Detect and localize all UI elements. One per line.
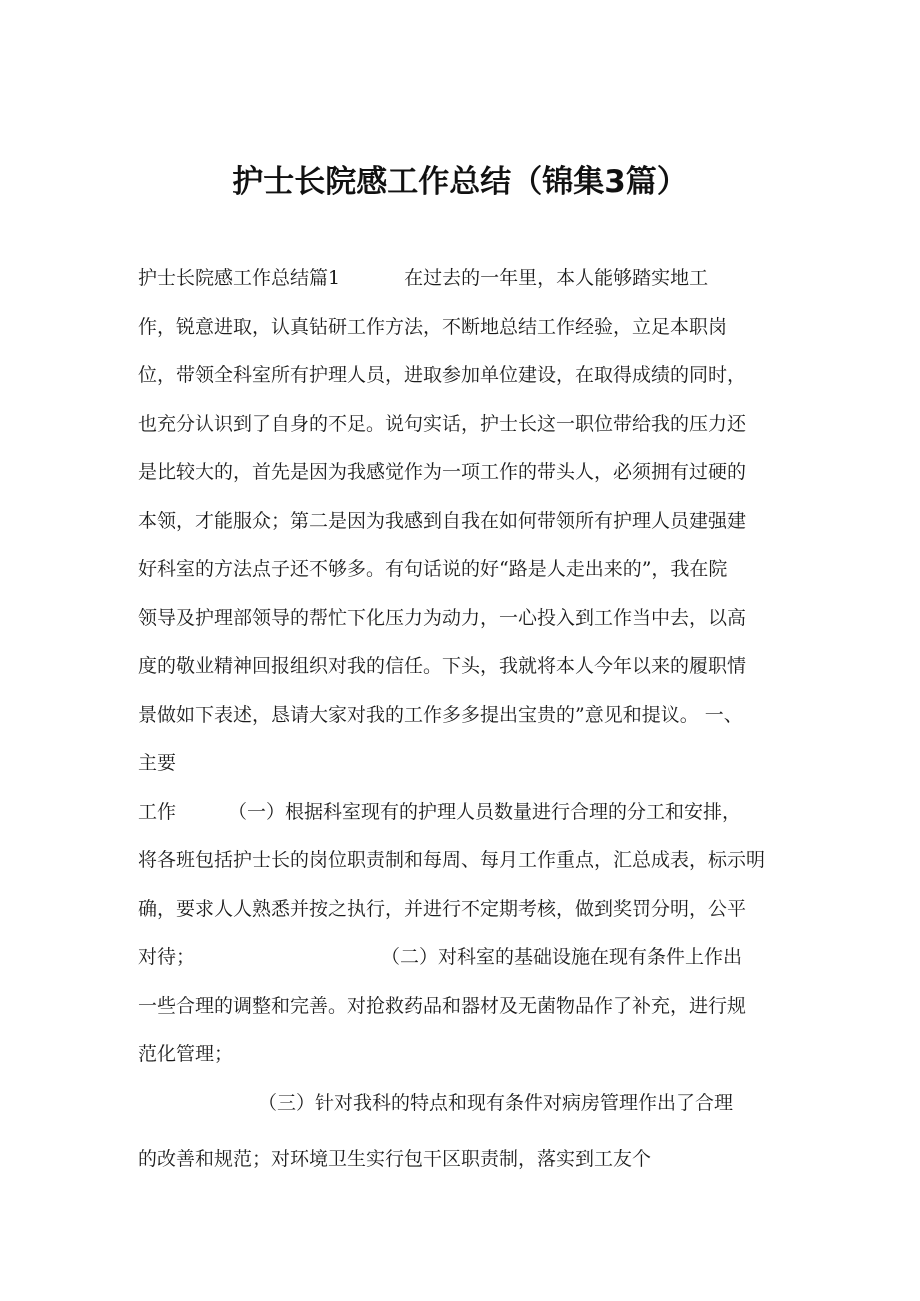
line-text: 度的敬业精神回报组织对我的信任。下头，我就将本人今年以来的履职情 [138, 655, 747, 677]
line-text: 景做如下表述，恳请大家对我的工作多多提出宝贵的”意见和提议。 一、 [138, 704, 743, 726]
paragraph-line [138, 361, 746, 389]
paragraph-line [138, 1145, 651, 1173]
paragraph-line [138, 846, 765, 874]
line-text: 作，锐意进取，认真钻研工作方法，不断地总结工作经验，立足本职岗 [138, 316, 728, 338]
line-text: 范化管理； [138, 1043, 234, 1065]
paragraph-line [138, 604, 746, 632]
paragraph-line [138, 507, 746, 535]
document-title: 护士长院感工作总结（锦集3篇） [232, 164, 688, 200]
paragraph-line [138, 798, 741, 826]
paragraph-line [138, 701, 743, 729]
paragraph-line [138, 943, 742, 971]
paragraph-line [138, 895, 746, 923]
paragraph-line [138, 458, 746, 486]
paragraph-line [138, 555, 727, 583]
line-text: 在过去的一年里，本人能够踏实地工 [404, 267, 709, 289]
paragraph-line [138, 992, 746, 1020]
line-text: （一）根据科室现有的护理人员数量进行合理的分工和安排， [228, 801, 742, 823]
paragraph-line [138, 1040, 233, 1068]
line-text: （三）针对我科的特点和现有条件对病房管理作出了合理 [258, 1092, 734, 1114]
paragraph-line [258, 1089, 733, 1117]
section-heading: 护士长院感工作总结篇1 [138, 267, 341, 289]
line-text: 位，带领全科室所有护理人员，进取参加单位建设，在取得成绩的同时， [138, 364, 747, 386]
line-text: 领导及护理部领导的帮忙下化压力为动力，一心投入到工作当中去，以高 [138, 607, 747, 629]
line-text: 的改善和规范；对环境卫生实行包干区职责制，落实到工友个 [138, 1148, 652, 1170]
line-text: 本领，才能服众；第二是因为我感到自我在如何带领所有护理人员建强建 [138, 510, 747, 532]
line-text: 将各班包括护士长的岗位职责制和每周、每月工作重点，汇总成表，标示明 [138, 849, 766, 871]
paragraph-line [138, 313, 727, 341]
line-text: （二）对科室的基础设施在现有条件上作出 [381, 946, 743, 968]
line-text: 确，要求人人熟悉并按之执行，并进行不定期考核，做到奖罚分明，公平 [138, 898, 747, 920]
line-text: 主要 [138, 752, 177, 774]
paragraph-line [138, 749, 176, 777]
paragraph-line [138, 264, 708, 292]
line-text: 也充分认识到了自身的不足。说句实话，护士长这一职位带给我的压力还 [138, 413, 747, 435]
line-text: 是比较大的，首先是因为我感觉作为一项工作的带头人，必须拥有过硬的 [138, 461, 747, 483]
paragraph-line [138, 652, 746, 680]
section-heading: 工作 [138, 801, 177, 823]
line-text: 一些合理的调整和完善。对抢救药品和器材及无菌物品作了补充，进行规 [138, 995, 747, 1017]
line-lead: 对待； [138, 946, 196, 968]
line-text: 好科室的方法点子还不够多。有句话说的好“路是人走出来的”，我在院 [138, 558, 728, 580]
paragraph-line [138, 410, 746, 438]
